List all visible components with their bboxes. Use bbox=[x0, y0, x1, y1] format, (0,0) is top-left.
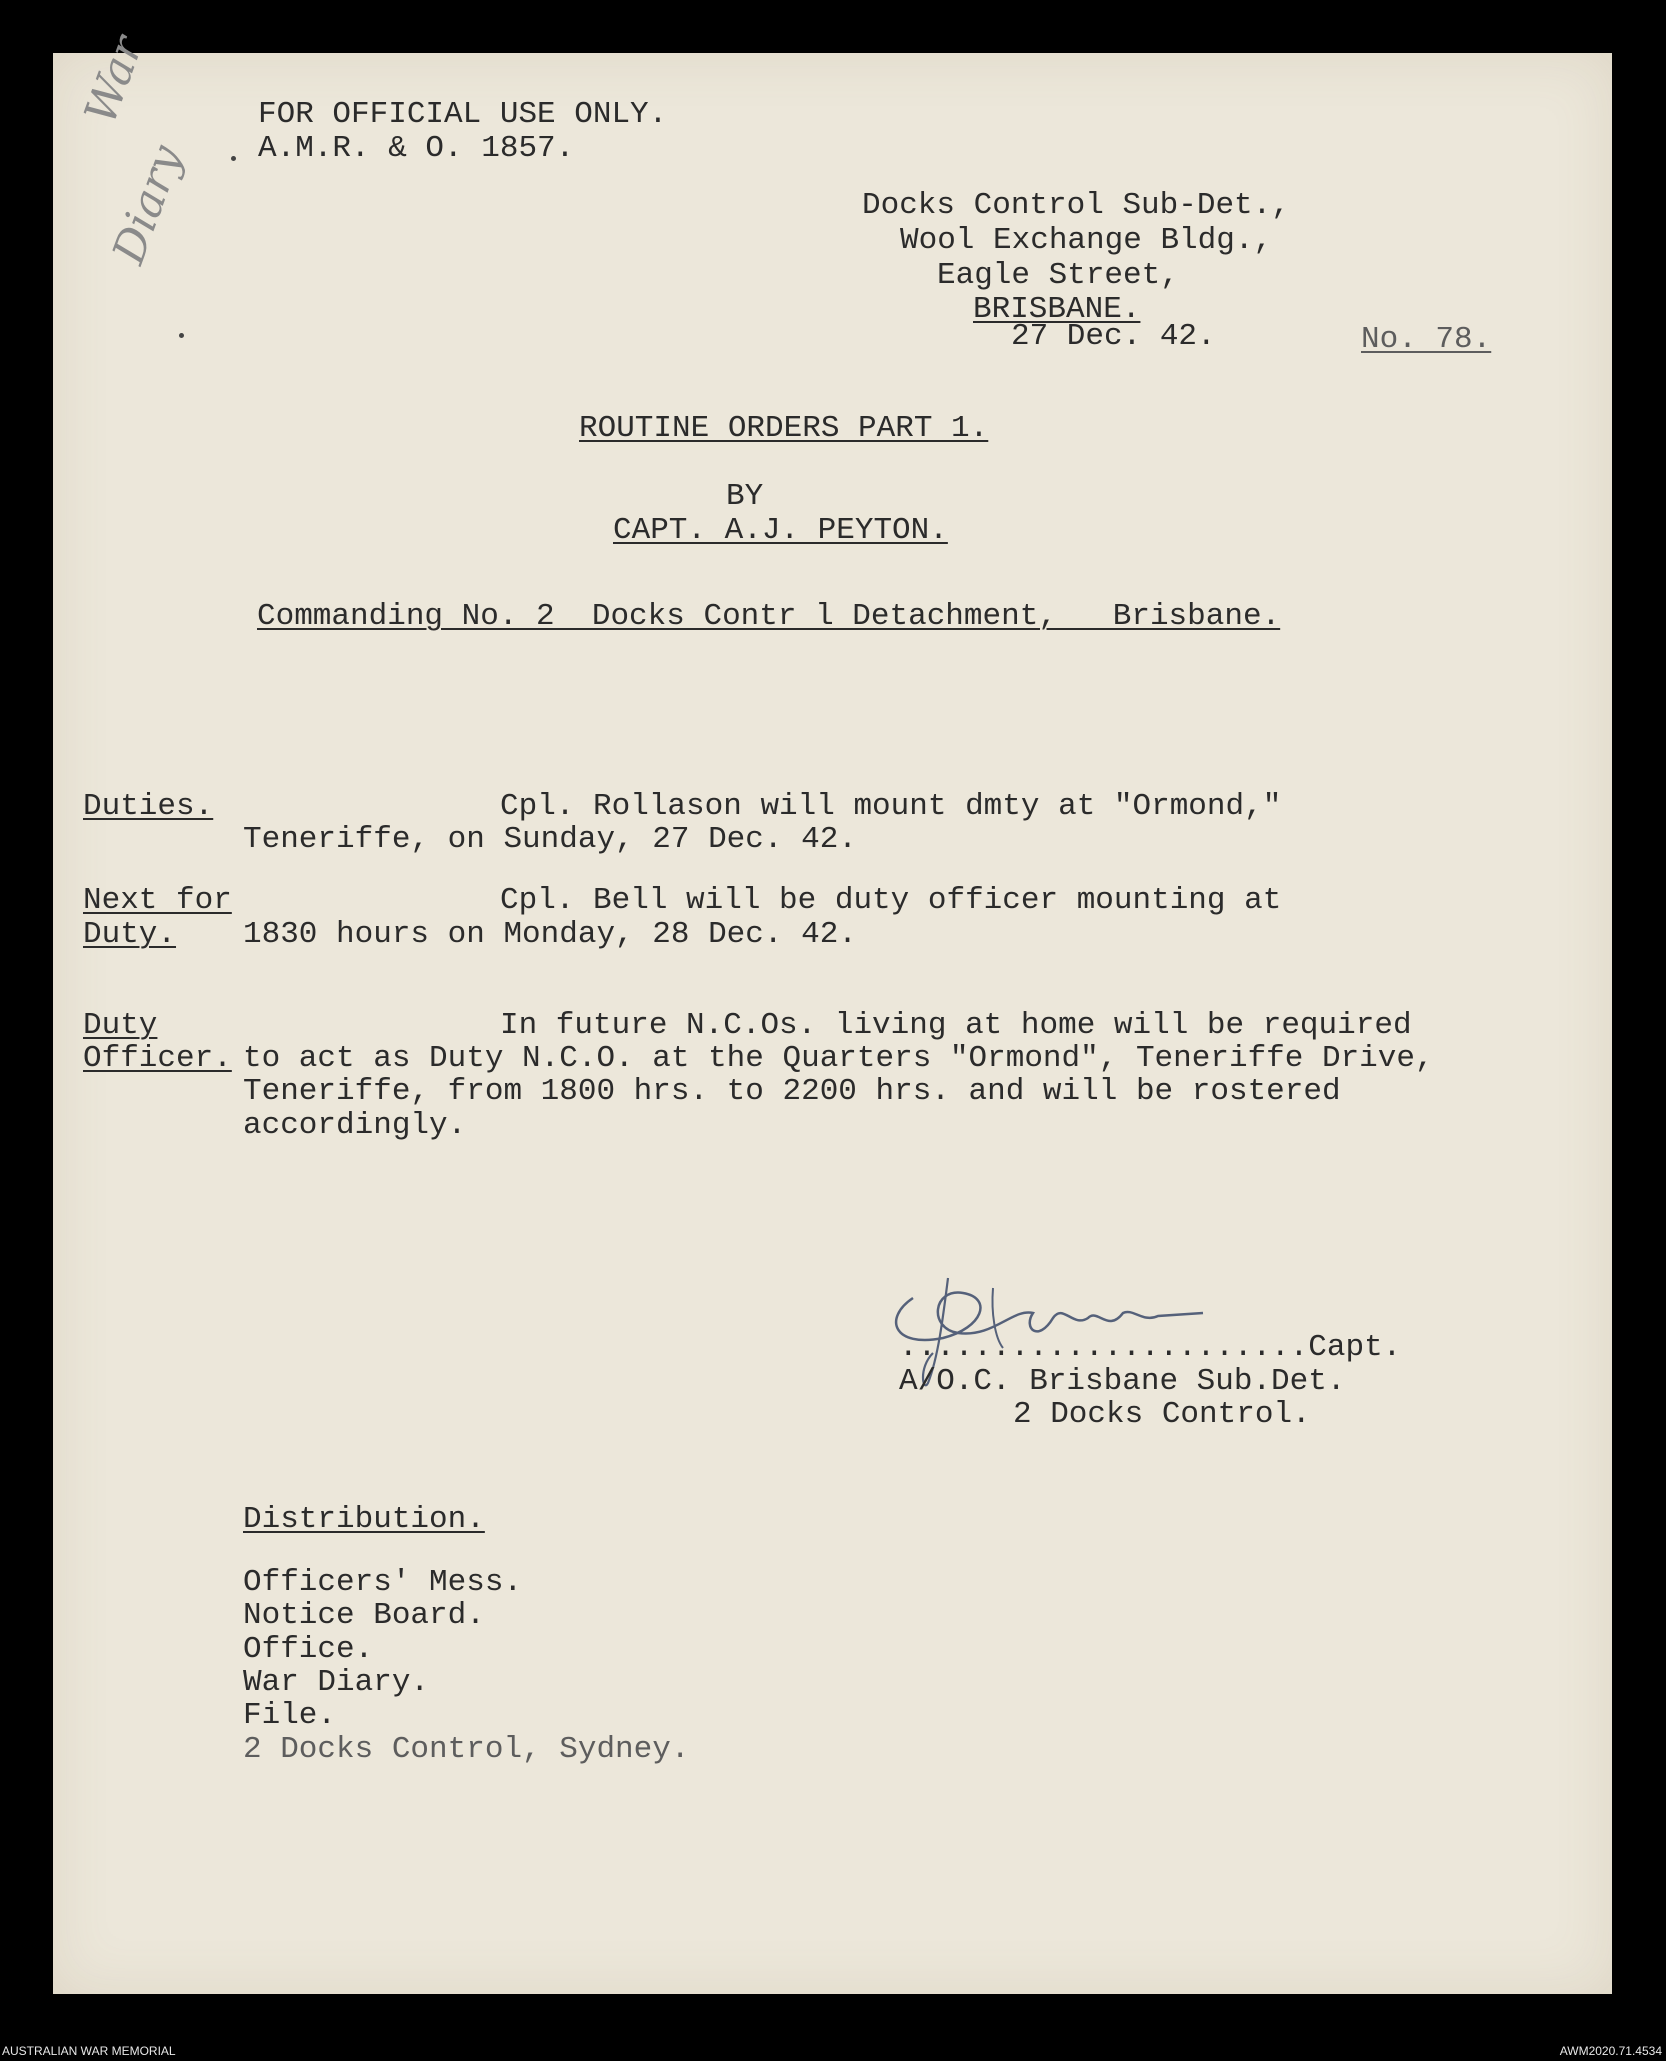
order-text: to act as Duty N.C.O. at the Quarters "Ormond", Teneriffe Drive, bbox=[243, 1041, 1434, 1076]
order-text: Cpl. Rollason will mount dmty at "Ormond," bbox=[500, 789, 1282, 824]
handwritten-note-diary: Diary bbox=[103, 138, 193, 271]
document-page bbox=[53, 29, 1612, 1994]
address-line-4: BRISBANE. bbox=[973, 292, 1141, 327]
footer-institution: AUSTRALIAN WAR MEMORIAL bbox=[2, 2044, 176, 2058]
title-line-2: BY bbox=[726, 479, 764, 514]
title-line-3: CAPT. A.J. PEYTON. bbox=[613, 513, 948, 548]
punch-mark bbox=[179, 333, 184, 338]
order-text: Teneriffe, from 1800 hrs. to 2200 hrs. and will be rostered bbox=[243, 1074, 1341, 1109]
address-line-1: Docks Control Sub-Det., bbox=[862, 188, 1290, 223]
distribution-item: File. bbox=[243, 1698, 337, 1733]
title-line-1: ROUTINE ORDERS PART 1. bbox=[579, 411, 989, 446]
order-text: accordingly. bbox=[243, 1108, 467, 1143]
regulation-line: A.M.R. & O. 1857. bbox=[258, 131, 575, 166]
order-heading-next-for: Next for bbox=[83, 883, 232, 918]
order-heading-duty: Duty bbox=[83, 1008, 158, 1043]
distribution-item: War Diary. bbox=[243, 1665, 430, 1700]
distribution-item: Office. bbox=[243, 1632, 374, 1667]
footer-accession-number: AWM2020.71.4534 bbox=[1559, 2044, 1662, 2058]
document-number: No. 78. bbox=[1361, 322, 1492, 357]
address-line-2: Wool Exchange Bldg., bbox=[900, 223, 1273, 258]
signature-unit: 2 Docks Control. bbox=[1013, 1397, 1311, 1432]
order-heading-duty: Duty. bbox=[83, 917, 177, 952]
title-line-4: Commanding No. 2 Docks Contr l Detachment, Brisbane. bbox=[257, 599, 1281, 634]
distribution-heading: Distribution. bbox=[243, 1502, 485, 1537]
classification-line: FOR OFFICIAL USE ONLY. bbox=[258, 97, 668, 132]
order-text: In future N.C.Os. living at home will be required bbox=[500, 1008, 1412, 1043]
order-heading-duties: Duties. bbox=[83, 789, 214, 824]
address-line-3: Eagle Street, bbox=[937, 258, 1179, 293]
order-heading-officer: Officer. bbox=[83, 1041, 232, 1076]
distribution-item: 2 Docks Control, Sydney. bbox=[243, 1732, 690, 1767]
order-text: 1830 hours on Monday, 28 Dec. 42. bbox=[243, 917, 857, 952]
handwritten-note-war: War bbox=[75, 29, 154, 131]
distribution-item: Notice Board. bbox=[243, 1598, 485, 1633]
document-date: 27 Dec. 42. bbox=[1011, 319, 1216, 354]
signature-dots-line: ......................Capt. bbox=[899, 1330, 1402, 1365]
order-text: Cpl. Bell will be duty officer mounting at bbox=[500, 883, 1282, 918]
order-text: Teneriffe, on Sunday, 27 Dec. 42. bbox=[243, 822, 857, 857]
signature-title: A/O.C. Brisbane Sub.Det. bbox=[899, 1364, 1346, 1399]
punch-mark bbox=[231, 156, 236, 161]
distribution-item: Officers' Mess. bbox=[243, 1565, 523, 1600]
